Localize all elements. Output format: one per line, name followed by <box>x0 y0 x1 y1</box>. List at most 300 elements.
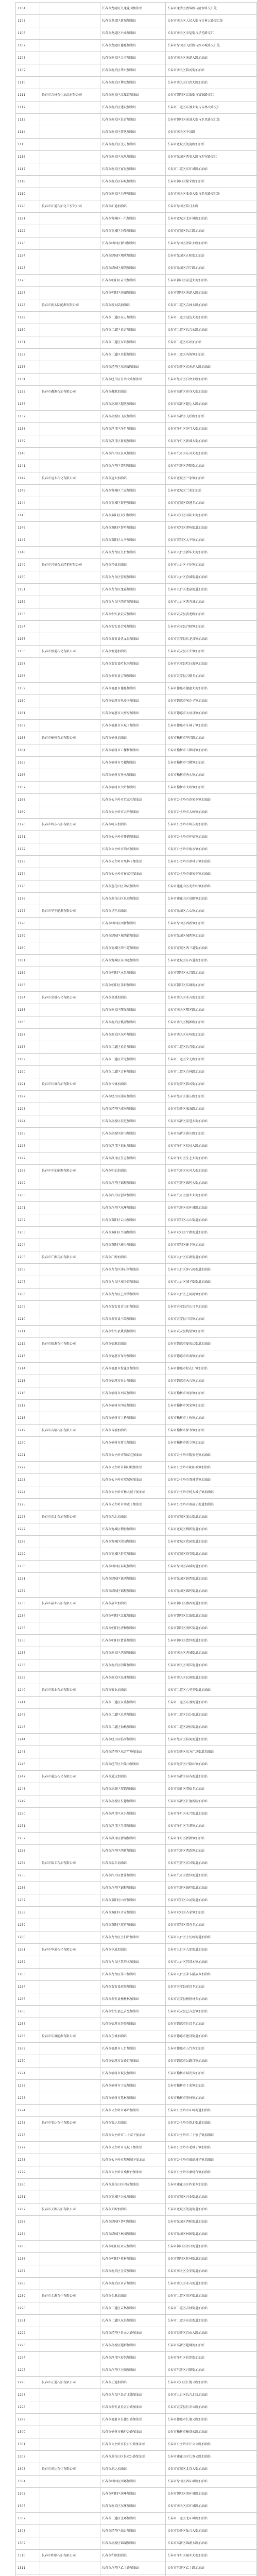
station-name-cell: 长春市朝阳区永昌加油站 <box>100 967 166 979</box>
company-cell: 长春市长盛石油有限公司 <box>40 1078 100 1091</box>
station-name-cell: 长春市南关区春城加油站 <box>100 176 166 188</box>
address-cell: 长春市汽开区西新镇加油站 <box>166 1845 257 1857</box>
company-cell <box>40 460 100 472</box>
company-cell <box>40 1833 100 1845</box>
station-name-cell: 长春市长盛加油站 <box>100 1078 166 1091</box>
station-name-cell: 长春市公主岭市桑树台加油站 <box>100 2166 166 2179</box>
station-name-cell: 长春市九台区土们岭加油站 <box>100 1931 166 1944</box>
station-name-cell: 长春市绿园区锦程加油站 <box>100 1585 166 1598</box>
company-cell <box>40 324 100 336</box>
station-name-cell: 长春市高新区前进加油站 <box>100 1115 166 1128</box>
station-name-cell: 长春市南关区建设加油站 <box>100 101 166 114</box>
station-name-cell: 长春市和顺加油站 <box>100 2550 166 2562</box>
company-cell <box>40 40 100 52</box>
company-cell <box>40 2352 100 2364</box>
address-cell: 长春市榆树市城发乡加油站 <box>166 2067 257 2080</box>
address-cell: 长春市九台区卡伦镇加油站 <box>166 559 257 571</box>
row-number: 1135 <box>16 386 40 398</box>
row-number: 1147 <box>16 534 40 547</box>
company-cell <box>40 485 100 497</box>
address-cell: 长春市德惠市德惠大街加油站 <box>166 683 257 695</box>
table-row <box>16 608 257 621</box>
company-cell: 长春市中油能源有限公司 <box>40 1165 100 1177</box>
address-cell: 长春市公主岭市陶家屯镇加油站 <box>166 1449 257 1462</box>
company-cell <box>40 1659 100 1672</box>
row-number: 1198 <box>16 1165 40 1177</box>
table-row <box>16 967 257 979</box>
company-cell <box>40 1783 100 1795</box>
company-cell <box>40 1561 100 1573</box>
row-number: 1278 <box>16 2154 40 2166</box>
company-cell <box>40 3 100 15</box>
table-row <box>16 2525 257 2537</box>
table-row <box>16 2006 257 2018</box>
company-cell <box>40 571 100 584</box>
table-row <box>16 1808 257 1820</box>
station-name-cell: 长春市公主岭市毛城子加油站 <box>100 2142 166 2154</box>
row-number: 1300 <box>16 2426 40 2438</box>
address-cell: 长春市二道区英俊镇加油站 <box>166 349 257 361</box>
row-number: 1263 <box>16 1969 40 1981</box>
address-cell: 长春市朝阳区红旗街与富锦路交汇 <box>166 89 257 101</box>
company-cell <box>40 1523 100 1536</box>
row-number: 1153 <box>16 608 40 621</box>
station-table-body <box>16 3 257 2576</box>
row-number: 1165 <box>16 757 40 769</box>
company-cell <box>40 1016 100 1029</box>
station-name-cell <box>100 2574 166 2576</box>
station-name-cell: 长春市双阳区双营加油站 <box>100 1919 166 1931</box>
address-cell: 长春市公主岭市毛城子镇加油站 <box>166 2142 257 2154</box>
row-number: 1161 <box>16 707 40 720</box>
company-cell <box>40 930 100 942</box>
table-row <box>16 571 257 584</box>
address-cell: 长春市朝阳区湖西街道加油站 <box>166 1598 257 1610</box>
address-cell: 长春市德惠市松花江镇加油站 <box>166 1363 257 1375</box>
company-cell: 长春市吉林石化油品有限公司 <box>40 89 100 101</box>
table-row <box>16 1573 257 1585</box>
station-name-cell: 长春市高新区双德加油站 <box>100 1783 166 1795</box>
station-name-cell: 长春市宽城区柳影加油站 <box>100 1523 166 1536</box>
row-number: 1160 <box>16 695 40 707</box>
table-row <box>16 732 257 744</box>
table-row <box>16 2030 257 2043</box>
table-row <box>16 1054 257 1066</box>
row-number: 1262 <box>16 1956 40 1969</box>
table-row <box>16 646 257 658</box>
table-row <box>16 1103 257 1115</box>
station-name-cell: 长春市宽城区兰家加油站 <box>100 485 166 497</box>
company-cell: 长春市通达石化有限公司 <box>40 1771 100 1783</box>
row-number: 1199 <box>16 1177 40 1190</box>
station-name-cell: 长春市龙湾区兴业加油站 <box>100 27 166 40</box>
table-row <box>16 2340 257 2352</box>
table-row <box>16 1894 257 1907</box>
table-row <box>16 2377 257 2389</box>
row-number: 1107 <box>16 40 40 52</box>
company-cell <box>40 1289 100 1301</box>
row-number: 1244 <box>16 1734 40 1746</box>
station-name-cell: 长春市润达加油站 <box>100 2463 166 2476</box>
address-cell: 长春市宽城区凯旋街道加油站 <box>166 2204 257 2216</box>
station-name-cell: 长春市绿园区普阳加油站 <box>100 2216 166 2228</box>
address-cell: 长春市九台区龙嘉街道加油站 <box>166 584 257 596</box>
station-name-cell: 长春市德惠市五台加油站 <box>100 2043 166 2055</box>
company-cell <box>40 1227 100 1239</box>
company-cell <box>40 2389 100 2401</box>
table-row <box>16 1016 257 1029</box>
address-cell: 长春市榆树市于家镇加油站 <box>166 2080 257 2092</box>
company-cell <box>40 2513 100 2525</box>
row-number: 1219 <box>16 1425 40 1437</box>
address-cell: 长春市净月区永兴街道加油站 <box>166 1808 257 1820</box>
address-cell: 长春市经开区仙台大街加油站 <box>166 2525 257 2537</box>
table-row <box>16 1449 257 1462</box>
table-row <box>16 126 257 139</box>
table-row <box>16 485 257 497</box>
row-number: 1210 <box>16 1313 40 1326</box>
company-cell <box>40 2302 100 2315</box>
table-row <box>16 1845 257 1857</box>
address-cell: 长春市农安县烧锅镇加油站 <box>166 1326 257 1338</box>
station-name-cell: 长春市榆树市于家加油站 <box>100 2080 166 2092</box>
address-cell: 长春市净月区彩织街加油站 <box>166 2352 257 2364</box>
address-cell: 长春市经开区兴隆山镇加油站 <box>166 1758 257 1771</box>
table-row <box>16 2574 257 2576</box>
station-name-cell: 长春市公主岭市怀德加油站 <box>100 831 166 843</box>
row-number: 1134 <box>16 374 40 386</box>
station-name-cell: 长春市绿园区新园加油站 <box>100 238 166 250</box>
station-name-cell: 长春市德惠市米沙子加油站 <box>100 695 166 707</box>
address-cell: 长春市净月区福祉大路加油站 <box>166 1140 257 1153</box>
row-number: 1179 <box>16 930 40 942</box>
address-cell: 长春市九台区长吉北线加油站 <box>166 2389 257 2401</box>
address-cell: 长春市农安县哈拉海镇加油站 <box>166 658 257 670</box>
company-cell <box>40 918 100 930</box>
table-row <box>16 2228 257 2241</box>
station-name-cell: 长春市德惠市大房身加油站 <box>100 707 166 720</box>
company-cell <box>40 336 100 349</box>
company-cell <box>40 101 100 114</box>
company-cell <box>40 2253 100 2265</box>
address-cell: 长春市农安县青山口乡加油站 <box>166 1301 257 1313</box>
table-row <box>16 2500 257 2513</box>
company-cell <box>40 2500 100 2513</box>
address-cell: 长春市朝阳区富锋街道加油站 <box>166 1635 257 1647</box>
table-row <box>16 1041 257 1054</box>
table-row <box>16 1437 257 1449</box>
company-cell <box>40 707 100 720</box>
company-cell <box>40 1326 100 1338</box>
company-cell <box>40 77 100 89</box>
address-cell: 长春市公主岭市岭东街加油站 <box>166 819 257 831</box>
address-cell: 长春市莲花山区泉眼镇加油站 <box>166 893 257 905</box>
company-cell <box>40 1363 100 1375</box>
table-row <box>16 2488 257 2500</box>
company-cell <box>40 843 100 856</box>
station-name-cell: 长春市二道区东站加油站 <box>100 336 166 349</box>
row-number: 1276 <box>16 2129 40 2142</box>
address-cell: 长春市绿园区西安大路与迎宾路交汇 <box>166 151 257 163</box>
address-cell: 长春市公主岭市长公公路加油站 <box>166 2438 257 2451</box>
table-row <box>16 1375 257 1387</box>
address-cell: 长春市汽开区东环城路加油站 <box>166 1202 257 1214</box>
row-number: 1196 <box>16 1140 40 1153</box>
address-cell: 长春市绿园区春城街道加油站 <box>166 1561 257 1573</box>
table-row <box>16 2166 257 2179</box>
row-number: 1183 <box>16 979 40 992</box>
station-name-cell: 长春市农安县杨树林加油站 <box>100 1993 166 2006</box>
address-cell: 长春市二道区远达街道加油站 <box>166 1709 257 1721</box>
address-cell: 长春市绿园区正阳街加油站 <box>166 250 257 262</box>
table-row <box>16 1585 257 1598</box>
station-name-cell: 长春市经开区自由大路加油站 <box>100 374 166 386</box>
company-cell <box>40 1697 100 1709</box>
table-row <box>16 1721 257 1734</box>
address-cell: 长春市净月区生态大街加油站 <box>166 1153 257 1165</box>
station-name-cell: 长春市榆树市土桥加油站 <box>100 1412 166 1425</box>
company-cell <box>40 361 100 374</box>
row-number: 1304 <box>16 2476 40 2488</box>
address-cell: 长春市宽城区柳影街道加油站 <box>166 1523 257 1536</box>
address-cell: 长春市榆树市刘家镇加油站 <box>166 1387 257 1400</box>
company-cell <box>40 238 100 250</box>
row-number: 1145 <box>16 510 40 522</box>
company-cell <box>40 349 100 361</box>
station-name-cell: 长春市农安县青山口加油站 <box>100 1301 166 1313</box>
table-row <box>16 1153 257 1165</box>
row-number: 1231 <box>16 1573 40 1585</box>
address-cell: 长春市公主岭市响水镇加油站 <box>166 843 257 856</box>
company-cell <box>40 2105 100 2117</box>
row-number: 1217 <box>16 1400 40 1412</box>
table-row <box>16 2302 257 2315</box>
station-name-cell: 长春市榆树市刘家加油站 <box>100 1387 166 1400</box>
station-name-cell: 长春市南关区华兴加油站 <box>100 64 166 77</box>
row-number: 1225 <box>16 1499 40 1511</box>
row-number: 1106 <box>16 27 40 40</box>
table-row <box>16 27 257 40</box>
table-row <box>16 930 257 942</box>
row-number: 1149 <box>16 559 40 571</box>
company-cell <box>40 1919 100 1931</box>
station-name-cell: 长春市德惠市德惠加油站 <box>100 683 166 695</box>
station-name-cell: 长春市南关区东风加油站 <box>100 151 166 163</box>
company-cell <box>40 1449 100 1462</box>
station-name-cell: 长春市经开区东方广场加油站 <box>100 1746 166 1758</box>
station-name-cell: 长春市农安县烧锅加油站 <box>100 1326 166 1338</box>
station-name-cell: 长春市九台区上河湾加油站 <box>100 1289 166 1301</box>
address-cell: 长春市二道区东环城路加油站 <box>166 163 257 176</box>
row-number: 1284 <box>16 2228 40 2241</box>
company-cell <box>40 1536 100 1548</box>
row-number: 1305 <box>16 2488 40 2500</box>
station-name-cell: 长春市南关区桃源加油站 <box>100 1016 166 1029</box>
row-number: 1130 <box>16 324 40 336</box>
row-number: 1164 <box>16 744 40 757</box>
row-number: 1209 <box>16 1301 40 1313</box>
row-number: 1269 <box>16 2043 40 2055</box>
company-cell <box>40 1795 100 1808</box>
row-number: 1197 <box>16 1153 40 1165</box>
row-number: 1182 <box>16 967 40 979</box>
company-cell <box>40 1350 100 1363</box>
address-cell: 长春市宽城区东四道街加油站 <box>166 955 257 967</box>
row-number: 1113 <box>16 114 40 126</box>
station-name-cell: 长春市南关区民康加油站 <box>100 1672 166 1684</box>
row-number: 1294 <box>16 2352 40 2364</box>
station-name-cell: 长春市东北加油站 <box>100 1511 166 1523</box>
company-cell <box>40 1301 100 1313</box>
company-cell <box>40 1264 100 1276</box>
address-cell: 长春市汽开区东风大街加油站 <box>166 1165 257 1177</box>
table-row <box>16 868 257 880</box>
station-name-cell: 长春市二道区长吉加油站 <box>100 324 166 336</box>
table-row <box>16 683 257 695</box>
table-row <box>16 1462 257 1474</box>
table-row <box>16 2080 257 2092</box>
row-number: 1139 <box>16 435 40 448</box>
address-cell: 长春市九台区西营城加油站 <box>166 596 257 608</box>
row-number: 1218 <box>16 1412 40 1425</box>
table-row <box>16 1511 257 1523</box>
company-cell <box>40 769 100 782</box>
station-name-cell: 长春市德源加油站 <box>100 1338 166 1350</box>
address-cell: 长春市经开区东方广场街道加油站 <box>166 1746 257 1758</box>
table-row <box>16 1907 257 1919</box>
address-cell: 长春市双阳区长清公路加油站 <box>166 2377 257 2389</box>
address-cell: 长春市净月区新湖镇加油站 <box>166 1833 257 1845</box>
company-cell <box>40 411 100 423</box>
station-name-cell: 长春市九台区沐石河加油站 <box>100 1264 166 1276</box>
row-number: 1155 <box>16 633 40 646</box>
row-number: 1274 <box>16 2105 40 2117</box>
station-name-cell: 长春市汽开区富锋加油站 <box>100 1870 166 1882</box>
row-number: 1200 <box>16 1190 40 1202</box>
station-name-cell: 长春市二道区吉林加油站 <box>100 2302 166 2315</box>
table-row <box>16 2352 257 2364</box>
station-name-cell: 长春市榆树市五棵树加油站 <box>100 744 166 757</box>
address-cell: 长春市农安县开安镇加油站 <box>166 646 257 658</box>
row-number: 1163 <box>16 732 40 744</box>
station-name-cell: 长春市南关区红旗街加油站 <box>100 89 166 101</box>
table-row <box>16 472 257 485</box>
row-number: 1264 <box>16 1981 40 1993</box>
row-number: 1239 <box>16 1672 40 1684</box>
address-cell: 长春市德惠市岔路口镇加油站 <box>166 2055 257 2067</box>
address-cell: 长春市榆树市土桥镇加油站 <box>166 1412 257 1425</box>
table-row <box>16 336 257 349</box>
company-cell <box>40 2129 100 2142</box>
company-cell <box>40 1140 100 1153</box>
table-row <box>16 163 257 176</box>
company-cell <box>40 2154 100 2166</box>
address-cell: 长春市宽城区兰家镇加油站 <box>166 472 257 485</box>
table-row <box>16 918 257 930</box>
row-number: 1132 <box>16 349 40 361</box>
station-name-cell: 长春市经开区兴隆山加油站 <box>100 1758 166 1771</box>
table-row <box>16 1214 257 1227</box>
company-cell <box>40 1375 100 1387</box>
table-row <box>16 1783 257 1795</box>
company-cell <box>40 1474 100 1486</box>
station-name-cell: 长春市公主岭市大岭加油站 <box>100 806 166 819</box>
station-name-cell: 长春市龙湾区德惠加油站 <box>100 40 166 52</box>
station-name-cell: 长春市农安县三岗加油站 <box>100 1313 166 1326</box>
address-cell: 长春市公主岭市黑林子镇加油站 <box>166 856 257 868</box>
station-name-cell: 长春市农安县农安加油站 <box>100 608 166 621</box>
table-row <box>16 893 257 905</box>
table-row <box>16 386 257 398</box>
station-name-cell: 长春市宽城区西三道加油站 <box>100 942 166 955</box>
table-row <box>16 1326 257 1338</box>
address-cell: 长春市宽城区北环城路加油站 <box>166 213 257 225</box>
table-row <box>16 1115 257 1128</box>
row-number: 1137 <box>16 411 40 423</box>
table-row <box>16 1313 257 1326</box>
table-row <box>16 1944 257 1956</box>
row-number: 1187 <box>16 1029 40 1041</box>
company-cell <box>40 522 100 534</box>
row-number: 1211 <box>16 1326 40 1338</box>
table-row <box>16 2401 257 2414</box>
address-cell: 长春市汽开区富锋街道加油站 <box>166 1870 257 1882</box>
table-row <box>16 1066 257 1078</box>
table-row <box>16 312 257 324</box>
table-row <box>16 1969 257 1981</box>
station-name-cell: 长春市宽城区兴业加油站 <box>100 2191 166 2204</box>
row-number: 1207 <box>16 1276 40 1289</box>
station-name-cell: 长春市南关区北方加油站 <box>100 139 166 151</box>
address-cell: 长春市二道区远达大街加油站 <box>166 312 257 324</box>
company-cell <box>40 287 100 299</box>
address-cell: 长春市经开区自由大路加油站 <box>166 2327 257 2340</box>
row-number: 1104 <box>16 3 40 15</box>
table-row <box>16 856 257 868</box>
address-cell: 长春市南关区临河街加油站 <box>166 64 257 77</box>
company-cell <box>40 2401 100 2414</box>
company-cell <box>40 2562 100 2574</box>
table-row <box>16 621 257 633</box>
table-row <box>16 1956 257 1969</box>
company-cell <box>40 1721 100 1734</box>
row-number: 1296 <box>16 2377 40 2389</box>
row-number: 1253 <box>16 1845 40 1857</box>
company-cell <box>40 15 100 27</box>
station-name-cell: 长春市公主岭市朝阳坡加油站 <box>100 1462 166 1474</box>
table-row <box>16 2315 257 2327</box>
company-cell <box>40 1153 100 1165</box>
company-cell <box>40 782 100 794</box>
company-cell <box>40 1981 100 1993</box>
address-cell: 长春市公主岭市环岭街道加油站 <box>166 2105 257 2117</box>
company-cell: 长春市鑫源石油有限公司 <box>40 386 100 398</box>
address-cell: 长春市农安县万顺乡加油站 <box>166 670 257 683</box>
address-cell: 长春市经开区自由大路加油站 <box>166 374 257 386</box>
address-cell: 长春市朝阳区永昌街道加油站 <box>166 2241 257 2253</box>
station-name-cell: 长春市宽城区奋进加油站 <box>100 497 166 510</box>
address-cell: 长春市榆树市弓棚镇加油站 <box>166 757 257 769</box>
row-number: 1224 <box>16 1486 40 1499</box>
address-cell: 长春市朝阳区乐群街加油站 <box>166 979 257 992</box>
address-cell: 长春市高新区超达大路加油站 <box>166 398 257 411</box>
company-cell <box>40 1585 100 1598</box>
company-cell <box>40 1128 100 1140</box>
row-number: 1140 <box>16 448 40 460</box>
row-number: 1299 <box>16 2414 40 2426</box>
row-number: 1124 <box>16 250 40 262</box>
address-cell: 长春市南关区南湖大路加油站 <box>166 52 257 64</box>
